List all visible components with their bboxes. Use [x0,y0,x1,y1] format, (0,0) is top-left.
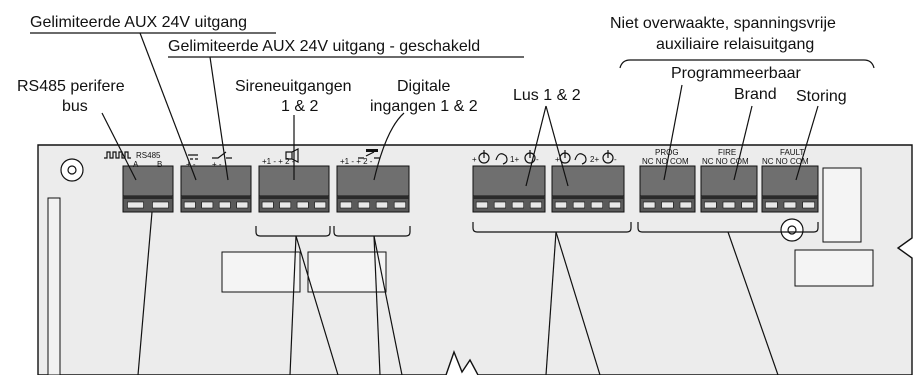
terminal-aux [181,166,251,212]
terminal-pin [784,202,796,208]
board-mark-prog-contacts: NC NO COM [642,157,689,166]
terminal-pin [394,202,406,208]
component-box [222,252,300,292]
terminal-pin [219,202,230,208]
terminal-pin [680,202,692,208]
board-mark-fire-contacts: NC NO COM [702,157,749,166]
mounting-hole-right [781,219,803,241]
terminal-pin [297,202,308,208]
label-fault: Storing [796,88,847,105]
terminal-pin [340,202,352,208]
label-digital-2: ingangen 1 & 2 [370,98,478,115]
label-rs485-2: bus [62,98,88,115]
terminal-pin [742,202,754,208]
svg-text:2+: 2+ [590,155,600,164]
terminal-pin [643,202,655,208]
label-siren-2: 1 & 2 [281,98,319,115]
terminal-pin [315,202,326,208]
component-box [795,250,873,286]
board-mark-digital: +1 - + 2 - [340,157,373,166]
terminal-rs485 [123,166,173,212]
terminal-pin [662,202,674,208]
terminal-pin [494,202,506,208]
terminal-relay-prog [640,166,695,212]
terminal-pin [280,202,291,208]
label-aux-switched: Gelimiteerde AUX 24V uitgang - geschakeld [168,38,481,55]
board-mark-fault: FAULT [780,148,805,157]
terminal-pin [237,202,248,208]
mounting-hole-left [61,159,83,181]
terminal-pin [530,202,542,208]
terminal-pin [573,202,585,208]
label-rs485-1: RS485 perifere [17,78,125,95]
terminal-pin [591,202,603,208]
terminal-pin [476,202,488,208]
svg-text:+ -: + - [186,160,196,169]
label-fire: Brand [734,86,777,103]
label-relay-title-2: auxiliaire relaisuitgang [656,36,815,53]
terminal-pin [202,202,213,208]
label-digital-1: Digitale [397,78,451,95]
board-mark-rs485-b: B [157,160,163,169]
label-programmable: Programmeerbaar [671,65,801,82]
board-mark-prog: PROG [655,148,679,157]
svg-text:-: - [536,155,539,164]
svg-text:-: - [614,155,617,164]
label-loop: Lus 1 & 2 [513,87,581,104]
terminal-relay-fault [762,166,818,212]
label-aux-limited: Gelimiteerde AUX 24V uitgang [30,14,248,31]
terminal-digital [337,166,409,212]
label-siren-1: Sireneuitgangen [235,78,352,95]
terminal-pin [153,202,169,208]
terminal-pin [723,202,735,208]
component-box [823,168,861,242]
terminal-pin [555,202,567,208]
terminal-pin [376,202,388,208]
terminal-pin [262,202,273,208]
terminal-pin [184,202,195,208]
terminal-pin [358,202,370,208]
board-strip [48,198,60,375]
svg-text:+ -: + - [212,160,222,169]
terminal-pin [512,202,524,208]
svg-text:+: + [472,155,477,164]
svg-text:1+: 1+ [510,155,520,164]
terminal-loop-1 [473,166,545,212]
board-mark-rs485-a: A [133,160,139,169]
terminal-pin [704,202,716,208]
terminal-loop-2 [552,166,624,212]
terminal-pin [765,202,777,208]
board-mark-siren: +1 - + 2 - [262,157,295,166]
terminal-pin [609,202,621,208]
component-box [308,252,386,292]
label-relay-title-1: Niet overwaakte, spanningsvrije [610,15,836,32]
board-mark-fire: FIRE [718,148,737,157]
terminal-relay-fire [701,166,757,212]
board-mark-fault-contacts: NC NO COM [762,157,809,166]
board-mark-rs485: RS485 [136,151,161,160]
terminal-pin [128,202,144,208]
svg-text:+: + [555,155,560,164]
terminal-pin [803,202,815,208]
